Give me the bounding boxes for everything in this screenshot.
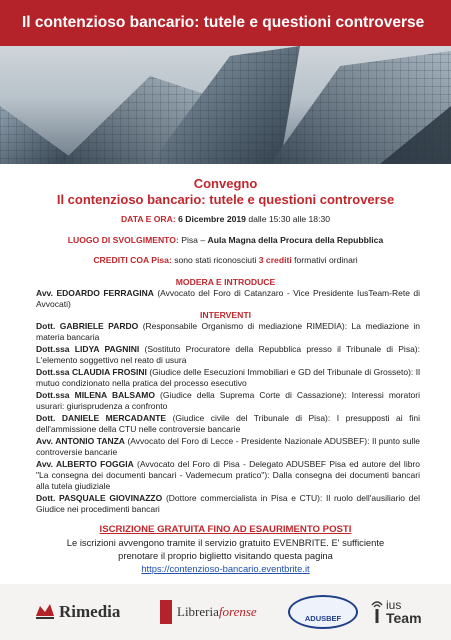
page-header [0, 0, 451, 46]
speaker-entry [36, 321, 420, 343]
moderator-role: (Avvocato del Foro di Catanzaro - Vice Presidente IusTeam-Rete di Avvocati) [36, 288, 420, 309]
skyscrapers-image [0, 46, 451, 164]
speaker-name: Dott. DANIELE MERCADANTE [36, 413, 167, 423]
time-value: dalle 15:30 alle 18:30 [248, 214, 331, 224]
forense-wordmark: forense [218, 604, 257, 619]
book-icon [160, 600, 172, 624]
speaker-entry [36, 459, 420, 492]
place-value: Aula Magna della Procura della Repubblica [207, 235, 384, 245]
registration-line-2: prenotare il proprio biglietto visitando questa pagina [118, 550, 333, 561]
adusbef-emblem [288, 595, 358, 629]
registration-link[interactable]: https://contenzioso-bancario.eventbrite.it [141, 563, 310, 574]
registration-link-row [0, 563, 451, 575]
speaker-entry [36, 413, 420, 435]
credits-line [0, 255, 451, 265]
speaker-entry [36, 436, 420, 458]
speaker-text: (Avvocato del Foro di Pisa - Delegato ADUSBEF Pisa ed autore del libro "La consegna dei documenti bancari - Vademecum pratico"): Dalla consegna dei documenti bancari alla tutela giudiziale [36, 459, 420, 491]
iusteam-text [386, 599, 422, 625]
adusbef-wordmark: ADUSBEF [304, 614, 342, 623]
adusbef-logo [288, 594, 358, 630]
libreria-wordmark: Libreria [177, 604, 219, 619]
speaker-text: (Avvocato del Foro di Lecce - Presidente Nazionale ADUSBEF): Il punto sulle controversie bancarie [36, 436, 420, 457]
speakers-heading: INTERVENTI [200, 310, 251, 320]
credits-label: CREDITI COA Pisa: [93, 255, 172, 265]
speaker-text: (Giudice civile del Tribunale di Pisa): I presupposti ai fini dell'ammissione della CTU nelle controversie bancarie [36, 413, 420, 434]
speaker-name: Dott.ssa CLAUDIA FROSINI [36, 367, 147, 377]
hero-image [0, 46, 451, 164]
ius-wordmark: ius [386, 598, 402, 612]
header-title: Il contenzioso bancario: tutele e questioni controverse [22, 14, 425, 31]
credits-text: sono stati riconosciuti [174, 255, 257, 265]
sponsor-logos [0, 584, 451, 640]
moderator-name: Avv. EDOARDO FERRAGINA [36, 288, 154, 298]
speaker-name: Dott. GABRIELE PARDO [36, 321, 139, 331]
event-kind: Convegno [193, 176, 258, 191]
speaker-name: Avv. ALBERTO FOGGIA [36, 459, 134, 469]
speaker-text: (Giudice della Suprema Corte di Cassazione): Interessi moratori usurari: giurisprudenza a confronto [36, 390, 420, 411]
speaker-text: (Responsabile Organismo di mediazione RIMEDIA): La mediazione in materia bancaria [36, 321, 420, 342]
libreria-forense-logo [160, 594, 257, 630]
speaker-entry [36, 344, 420, 366]
speaker-entry [36, 390, 420, 412]
credits-value: 3 crediti [258, 255, 292, 265]
speaker-name: Dott.ssa MILENA BALSAMO [36, 390, 155, 400]
speaker-name: Avv. ANTONIO TANZA [36, 436, 125, 446]
speaker-text: (Sostituto Procuratore della Repubblica presso il Tribunale di Pisa): L'elemento soggettivo nel reato di usura [36, 344, 420, 365]
iusteam-logo [370, 594, 422, 630]
team-wordmark: Team [386, 610, 422, 626]
date-value: 6 Dicembre 2019 [178, 214, 246, 224]
speaker-entry [36, 367, 420, 389]
speaker-text: (Giudice delle Esecuzioni Immobiliari e GD del Tribunale di Grosseto): Il mutuo condizionato nella pratica del processo esecutivo [36, 367, 420, 388]
date-label: DATA E ORA: [120, 214, 176, 224]
rimedia-logo [34, 594, 120, 630]
rimedia-wordmark: Rimedia [59, 602, 121, 621]
place-label: LUOGO DI SVOLGIMENTO: [67, 235, 179, 245]
speaker-name: Dott.ssa LIDYA PAGNINI [36, 344, 140, 354]
moderation-entry [36, 288, 420, 310]
rimedia-emblem-icon [34, 602, 56, 622]
credits-tail: formativi ordinari [294, 255, 358, 265]
registration-line-1: Le iscrizioni avvengono tramite il servizio gratuito EVENBRITE. E' sufficiente [66, 537, 385, 548]
date-line [0, 214, 451, 224]
place-line [0, 235, 451, 245]
content-area [0, 164, 451, 584]
event-title: Il contenzioso bancario: tutele e questioni controverse [56, 192, 395, 207]
place-city: Pisa – [181, 235, 206, 245]
speaker-text: (Dottore commercialista in Pisa e CTU): Il ruolo dell'ausiliario del Giudice nei procedimenti bancari [36, 493, 420, 514]
speaker-entry [36, 493, 420, 515]
registration-heading: ISCRIZIONE GRATUITA FINO AD ESAURIMENTO POSTI [99, 524, 352, 535]
moderation-heading: MODERA E INTRODUCE [175, 277, 276, 287]
speaker-name: Dott. PASQUALE GIOVINAZZO [36, 493, 163, 503]
iusteam-emblem-icon [370, 599, 384, 625]
